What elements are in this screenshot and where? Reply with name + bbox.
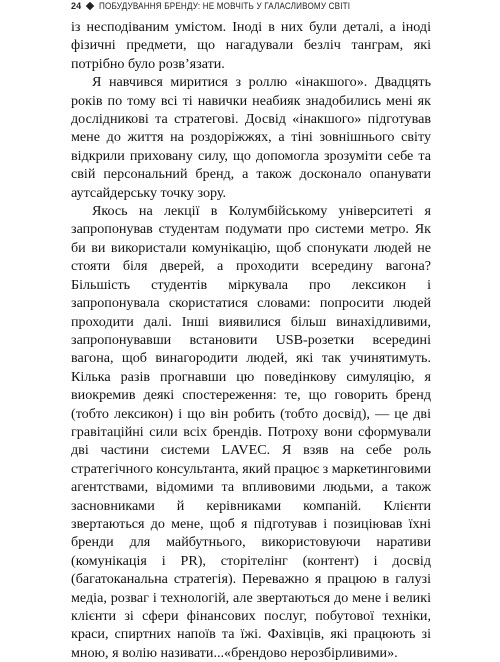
- paragraph-2: Я навчився миритися з роллю «інакшого». Двадцять років по тому всі ті навички неабияк знадобились мені як дослідникові та стратегові. Досвід «інакшого» підготував мене до життя на роздоріжжях, а тіні зовнішнього світу відкрили приховану силу, що допомогла зрозуміти себе та свій персональний бренд, а також досконало опанувати аутсайдерську точку зору.: [71, 74, 431, 201]
- running-header: [71, 0, 431, 12]
- body-text: [71, 18, 431, 662]
- diamond-icon: [86, 2, 94, 10]
- paragraph-3: Якось на лекції в Колумбійському університеті я запропонував студентам подумати про системи метро. Як би ви використали комунікацію, щоб спонукати людей не стояти біля дверей, а проходити всередину вагона? Більшість студентів міркувала про лексикон і запропонувала скористатися словами: попросити людей проходити далі. Інші виявилися більш винахідливими, запропонувавши встановити USB-розетки всередині вагона, щоб винагородити людей, які так учинятимуть. Кілька разів прогнавши цю поведінкову симуляцію, я виокремив деякі спостереження: те, що говорить бренд (тобто лексикон) і що він робить (тобто досвід), — це дві гравітаційні сили всіх брендів. Потроху вони сформували дві частини системи LAVEC. Я взяв на себе роль стратегічного консультанта, який працює з маркетинговими агентствами, відомими та впливовими людьми, а також засновниками й керівниками компаній. Клієнти звертаються до мене, щоб я підготував і позиціював їхні бренди для майбутнього, використовуючи наративи (комунікація і PR), сторітелінг (контент) і досвід (багатоканальна стратегія). Переважно я працюю в галузі медіа, розваг і технологій, але звертаються до мене і великі клієнти зі сфери фінансових послуг, побутової техніки, краси, спиртних напоїв та їжі. Фахівців, які працюють зі мною, я волію називати...«брендово нерозбірливими».: [71, 203, 431, 661]
- running-title: ПОБУДУВАННЯ БРЕНДУ: НЕ МОВЧІТЬ У ГАЛАСЛИВОМУ СВІТІ: [99, 1, 351, 11]
- paragraph-1: із несподіваним умістом. Іноді в них були деталі, а іноді фізичні предмети, що нагадували безліч танграм, які потрібно було розв’язати.: [71, 19, 431, 72]
- page-number: 24: [71, 1, 82, 11]
